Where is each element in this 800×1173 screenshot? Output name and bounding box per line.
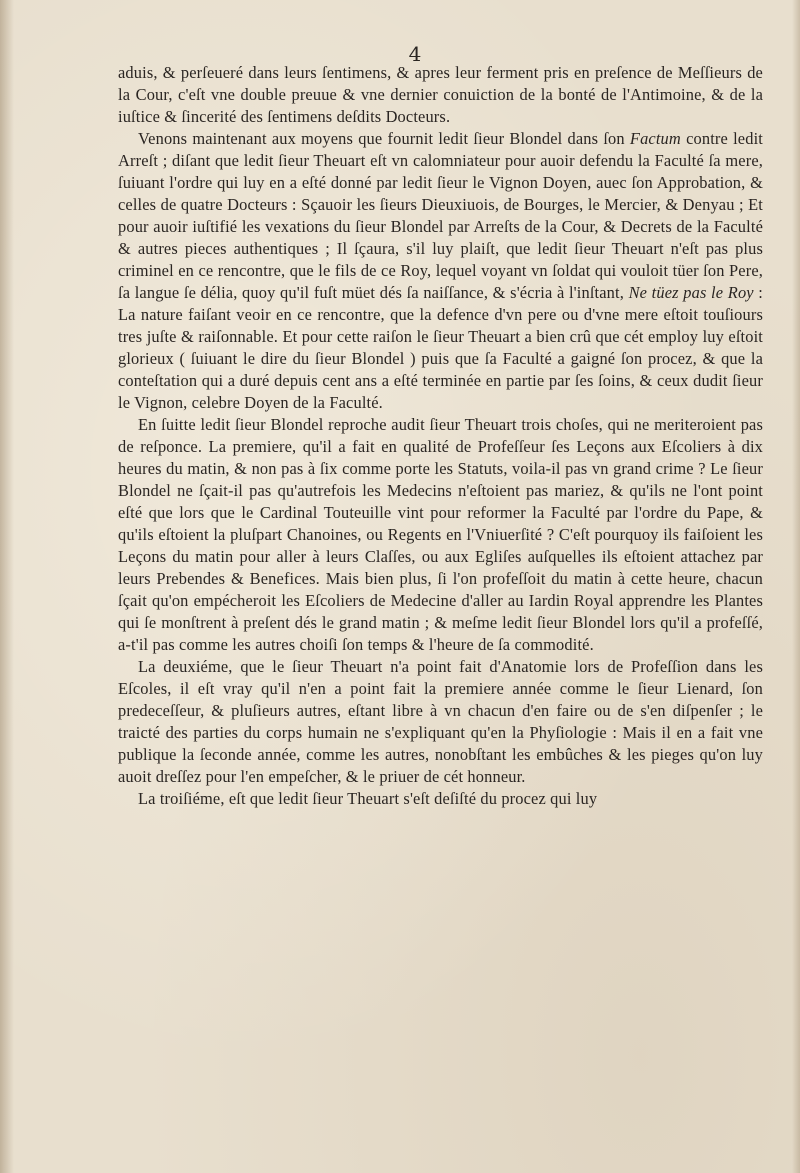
factum-word: Factum [629, 129, 681, 148]
quote-ne-tuez-pas: Ne tüez pas le Roy [628, 283, 754, 302]
paragraph-3 [118, 414, 763, 656]
paragraph-5-text: La troiſiéme, eſt que ledit ſieur Theuart s'eſt deſiſté du procez qui luy [138, 789, 598, 808]
paragraph-2-text-a: Venons maintenant aux moyens que fournit ledit ſieur Blondel dans ſon [138, 129, 630, 148]
page-edge-shadow-right [792, 0, 800, 1173]
paragraph-2-text-b: contre ledit Arreſt ; diſant que ledit ſieur Theuart eſt vn calomniateur pour auoir defendu la Faculté ſa mere, ſuiuant l'ordre qui luy en a eſté donné par ledit ſieur le Vignon Doyen, auec ſon Approbation, & celles de quatre Docteurs : Sçauoir les ſieurs Dieuxiuois, de Bourges, le Mercier, & Denyau ; Et pour auoir iuſtifié les vexations du ſieur Blondel par Arreſts de la Cour, & Decrets de la Faculté & autres pieces authentiques ; Il ſçaura, s'il luy plaiſt, que ledit ſieur Theuart n'eſt pas plus criminel en ce rencontre, que le fils de ce Roy, lequel voyant vn ſoldat qui vouloit tüer ſon Pere, ſa langue ſe délia, quoy qu'il fuſt müet dés ſa naiſſance, & s'écria à l'inſtant, [118, 129, 763, 302]
paragraph-2 [118, 128, 763, 414]
paragraph-5 [118, 788, 763, 810]
paragraph-2-text-c: : La nature faiſant veoir en ce rencontre, que la defence d'vn pere ou d'vne mere eſtoit touſiours tres juſte & raiſonnable. Et pour cette raiſon le ſieur Theuart a bien crû que cét employ luy eſtoit glorieux ( ſuiuant le dire du ſieur Blondel ) puis que ſa Faculté a gaigné ſon procez, & que la conteſtation qui a duré depuis cent ans a eſté terminée en partie par ſes ſoins, & ceux dudit ſieur le Vignon, celebre Doyen de la Faculté. [118, 283, 764, 412]
paragraph-1 [118, 62, 763, 128]
paragraph-3-text: En ſuitte ledit ſieur Blondel reproche audit ſieur Theuart trois choſes, qui ne meriteroient pas de reſponce. La premiere, qu'il a fait en qualité de Profeſſeur ſes Leçons aux Eſcoliers à dix heures du matin, & non pas à ſix comme porte les Statuts, voila-il pas vn grand crime ? Le ſieur Blondel ne ſçait-il pas qu'autrefois les Medecins n'eſtoient pas mariez, & qu'ils ne l'ont point eſté que lors que le Cardinal Touteuille vint pour reformer la Faculté par l'ordre du Pape, & qu'ils eſtoient la pluſpart Chanoines, ou Regents en l'Vniuerſité ? C'eſt pourquoy ils faiſoient les Leçons du matin pour aller à leurs Claſſes, ou aux Egliſes auſquelles ils eſtoient attachez par leurs Prebendes & Benefices. Mais bien plus, ſi l'on profeſſoit du matin à cette heure, chacun ſçait qu'on empécheroit les Eſcoliers de Medecine d'aller au Iardin Royal apprendre les Plantes qui ſe monſtrent à preſent dés le grand matin ; & meſme ledit ſieur Blondel lors qu'il a profeſſé, a-t'il pas comme les autres choiſi ſon temps & l'heure de ſa commodité. [118, 415, 763, 654]
paragraph-4-text: La deuxiéme, que le ſieur Theuart n'a point fait d'Anatomie lors de Profeſſion dans les Eſcoles, il eſt vray qu'il n'en a point fait la premiere année comme le ſieur Lienard, ſon predeceſſeur, & pluſieurs autres, eſtant libre à vn chacun d'en faire ou de s'en diſpenſer ; le traicté des parties du corps humain ne s'expliquant qu'en la Phyſiologie : Mais il en a fait vne publique la ſeconde année, comme les autres, nonobſtant les embûches & les pieges qu'on luy auoit dreſſez pour l'en empeſcher, & le priuer de cét honneur. [118, 657, 763, 786]
paragraph-1-text: aduis, & perſeueré dans leurs ſentimens, & apres leur ferment pris en preſence de Meſſieurs de la Cour, c'eſt vne double preuue & vne dernier conuiction de la bonté de l'Antimoine, & de la iuſtice & ſincerité des ſentimens deſdits Docteurs. [118, 63, 763, 126]
page-number: 4 [408, 42, 422, 66]
paragraph-4 [118, 656, 763, 788]
page-edge-shadow-left [0, 0, 14, 1173]
body-text [118, 62, 763, 810]
